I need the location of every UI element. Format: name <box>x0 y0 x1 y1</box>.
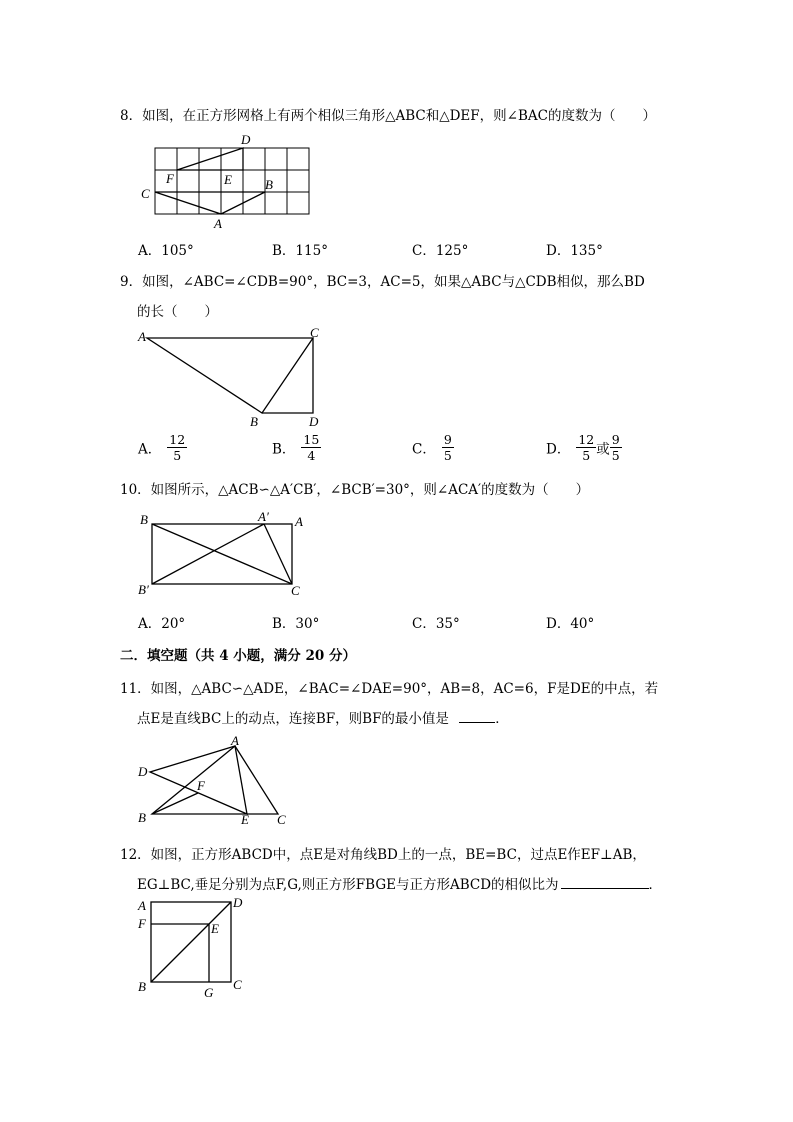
q12-label-A: A <box>138 898 146 913</box>
q9-option-d-den1: 5 <box>582 448 591 463</box>
q9-label-D: D <box>309 414 319 429</box>
q9-option-d-prefix: D． <box>546 441 571 458</box>
q8-label-C: C <box>141 186 150 201</box>
q8-label-D: D <box>241 132 251 147</box>
q9-option-d-num2: 9 <box>611 432 620 447</box>
q11-end-punct: ． <box>495 711 509 727</box>
q11-stem: 11．如图，△ABC∽△ADE，∠BAC=∠DAE=90°，AB=8，AC=6，F是DE的中点，若 <box>120 681 659 697</box>
q10-label-Aprime: A′ <box>258 509 269 524</box>
q12-label-E: E <box>211 921 219 936</box>
q9-option-b-prefix: B． <box>272 441 296 458</box>
q9-option-d-den2: 5 <box>611 448 620 463</box>
q8-label-F: F <box>166 171 174 186</box>
q12-label-C: C <box>233 977 242 992</box>
q9-option-a-prefix: A． <box>138 441 162 458</box>
q8-label-E: E <box>224 172 232 187</box>
q8-option-d[interactable]: D．135° <box>546 243 603 259</box>
q10-stem: 10．如图所示，△ACB∽△A′CB′，∠BCB′=30°，则∠ACA′的度数为（ ） <box>120 482 590 498</box>
q12-label-D: D <box>233 895 243 910</box>
q10-label-B: B <box>140 512 148 527</box>
q9-option-d-num1: 12 <box>578 432 595 447</box>
q8-label-A: A <box>214 216 222 231</box>
q8-label-B: B <box>265 177 273 192</box>
q12-stem: 12．如图，正方形ABCD中，点E是对角线BD上的一点，BE=BC，过点E作EF⊥AB， <box>120 847 646 863</box>
q10-label-A: A <box>295 514 303 529</box>
q12-end-punct: ． <box>648 877 663 893</box>
q10-option-a[interactable]: A．20° <box>138 616 186 632</box>
q8-option-c[interactable]: C．125° <box>412 243 469 259</box>
q12-stem-cont-text: EG⊥BC,垂足分别为点F,G,则正方形FBGE与正方形ABCD的相似比为 <box>137 877 559 893</box>
q9-option-c-num: 9 <box>443 432 452 447</box>
q8-option-a[interactable]: A．105° <box>138 243 194 259</box>
q9-stem-cont: 的长（ ） <box>137 304 218 320</box>
q11-label-F: F <box>197 778 205 793</box>
q8-option-b[interactable]: B．115° <box>272 243 328 259</box>
q12-label-G: G <box>204 985 214 1000</box>
q9-option-c-den: 5 <box>443 448 452 463</box>
q11-label-D: D <box>138 764 148 779</box>
q9-label-C: C <box>310 325 319 340</box>
q8-stem: 8．如图，在正方形网格上有两个相似三角形△ABC和△DEF，则∠BAC的度数为（ ） <box>120 108 656 124</box>
q10-option-c[interactable]: C．35° <box>412 616 460 632</box>
q11-label-E: E <box>241 812 249 827</box>
q10-option-d[interactable]: D．40° <box>546 616 595 632</box>
q9-stem: 9．如图，∠ABC=∠CDB=90°，BC=3，AC=5，如果△ABC与△CDB相似，那么BD <box>120 274 645 290</box>
q10-label-C: C <box>291 583 300 598</box>
q9-option-a-den: 5 <box>173 448 182 463</box>
q9-label-B: B <box>250 414 258 429</box>
q9-option-b-num: 15 <box>303 432 320 447</box>
q12-label-B: B <box>138 979 146 994</box>
q11-label-A: A <box>231 733 239 748</box>
q9-option-d-or: 或 <box>596 441 610 458</box>
q10-label-Bprime: B′ <box>138 582 149 597</box>
q9-label-A: A <box>138 329 146 344</box>
q11-stem-cont-text: 点E是直线BC上的动点，连接BF，则BF的最小值是 <box>137 711 449 727</box>
q9-option-b-den: 4 <box>307 448 316 463</box>
q12-label-F: F <box>138 916 146 931</box>
q11-label-B: B <box>138 810 146 825</box>
q9-option-a-num: 12 <box>169 432 186 447</box>
q10-option-b[interactable]: B．30° <box>272 616 320 632</box>
section-2-title: 二．填空题（共 4 小题，满分 20 分） <box>120 648 356 664</box>
q9-option-c-prefix: C． <box>412 441 436 458</box>
q11-label-C: C <box>277 812 286 827</box>
